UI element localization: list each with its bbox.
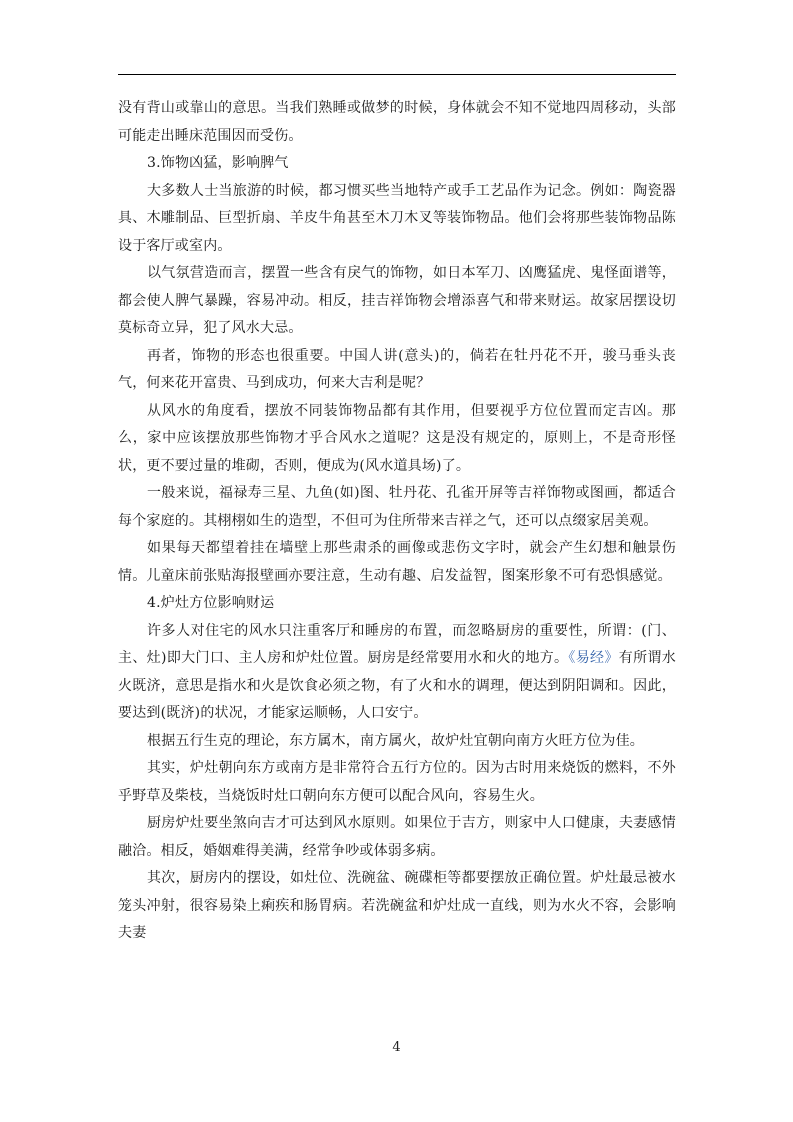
paragraph-6: 从风水的角度看，摆放不同装饰物品都有其作用，但要视乎方位位置而定吉凶。那么，家中应该摆放那些饰物才乎合风水之道呢？这是没有规定的，原则上，不是奇形怪状，更不要过量的堆砌，否则，便成为(风水道具场)了。 xyxy=(118,402,676,474)
paragraph-7: 一般来说，福禄寿三星、九鱼(如)图、牡丹花、孔雀开屏等吉祥饰物或图画，都适合每个家庭的。其栩栩如生的造型，不但可为住所带来吉祥之气，还可以点缀家居美观。 xyxy=(118,485,676,529)
paragraph-10-after: 有所谓水火既济，意思是指水和火是饮食必须之物，有了火和水的调理，便达到阴阳调和。因此，要达到(既济)的状况，才能家运顺畅，人口安宁。 xyxy=(118,650,676,721)
paragraph-1: 没有背山或靠山的意思。当我们熟睡或做梦的时候，身体就会不知不觉地四周移动，头部可能走出睡床范围因而受伤。 xyxy=(118,100,676,144)
paragraph-14: 其次，厨房内的摆设，如灶位、洗碗盆、碗碟柜等都要摆放正确位置。炉灶最忌被水笼头冲射，很容易染上痢疾和肠胃病。若洗碗盆和炉灶成一直线，则为水火不容，会影响夫妻 xyxy=(118,870,676,941)
paragraph-4: 以气氛营造而言，摆置一些含有戾气的饰物，如日本军刀、凶鹰猛虎、鬼怪面谱等，都会使人脾气暴躁，容易冲动。相反，挂吉祥饰物会增添喜气和带来财运。故家居摆设切莫标奇立异，犯了风水大忌。 xyxy=(118,265,676,336)
paragraph-5: 再者，饰物的形态也很重要。中国人讲(意头)的，倘若在牡丹花不开，骏马垂头丧气，何来花开富贵、马到成功，何来大吉利是呢？ xyxy=(118,347,676,391)
paragraph-3: 大多数人士当旅游的时候，都习惯买些当地特产或手工艺品作为记念。例如：陶瓷器具、木雕制品、巨型折扇、羊皮牛角甚至木刀木叉等装饰物品。他们会将那些装饰物品陈设于客厅或室内。 xyxy=(118,182,676,254)
header-rule xyxy=(118,74,676,75)
paragraph-12: 其实，炉灶朝向东方或南方是非常符合五行方位的。因为古时用来烧饭的燃料，不外乎野草及柴枝，当烧饭时灶口朝向东方便可以配合风向，容易生火。 xyxy=(118,760,676,804)
paragraph-8: 如果每天都望着挂在墙壁上那些肃杀的画像或悲伤文字时，就会产生幻想和触景伤情。儿童床前张贴海报壁画亦要注意，生动有趣、启发益智，图案形象不可有恐惧感觉。 xyxy=(118,540,676,584)
paragraph-10-before: 许多人对住宅的风水只注重客厅和睡房的布置，而忽略厨房的重要性，所谓：(门、主、灶)即大门口、主人房和炉灶位置。厨房是经常要用水和火的地方。 xyxy=(118,622,676,666)
paragraph-11: 根据五行生克的理论，东方属木，南方属火，故炉灶宜朝向南方火旺方位为佳。 xyxy=(147,732,644,749)
yijing-link[interactable]: 《易经》 xyxy=(568,650,619,666)
section-heading-4: 4.炉灶方位影响财运 xyxy=(147,595,275,611)
page-number: 4 xyxy=(392,1040,401,1055)
page-body xyxy=(118,95,676,948)
section-heading-3: 3.饰物凶猛，影响脾气 xyxy=(147,155,289,171)
paragraph-13: 厨房炉灶要坐煞向吉才可达到风水原则。如果位于吉方，则家中人口健康，夫妻感情融洽。相反，婚姻难得美满，经常争吵或体弱多病。 xyxy=(118,815,676,859)
paragraph-10 xyxy=(118,618,676,728)
